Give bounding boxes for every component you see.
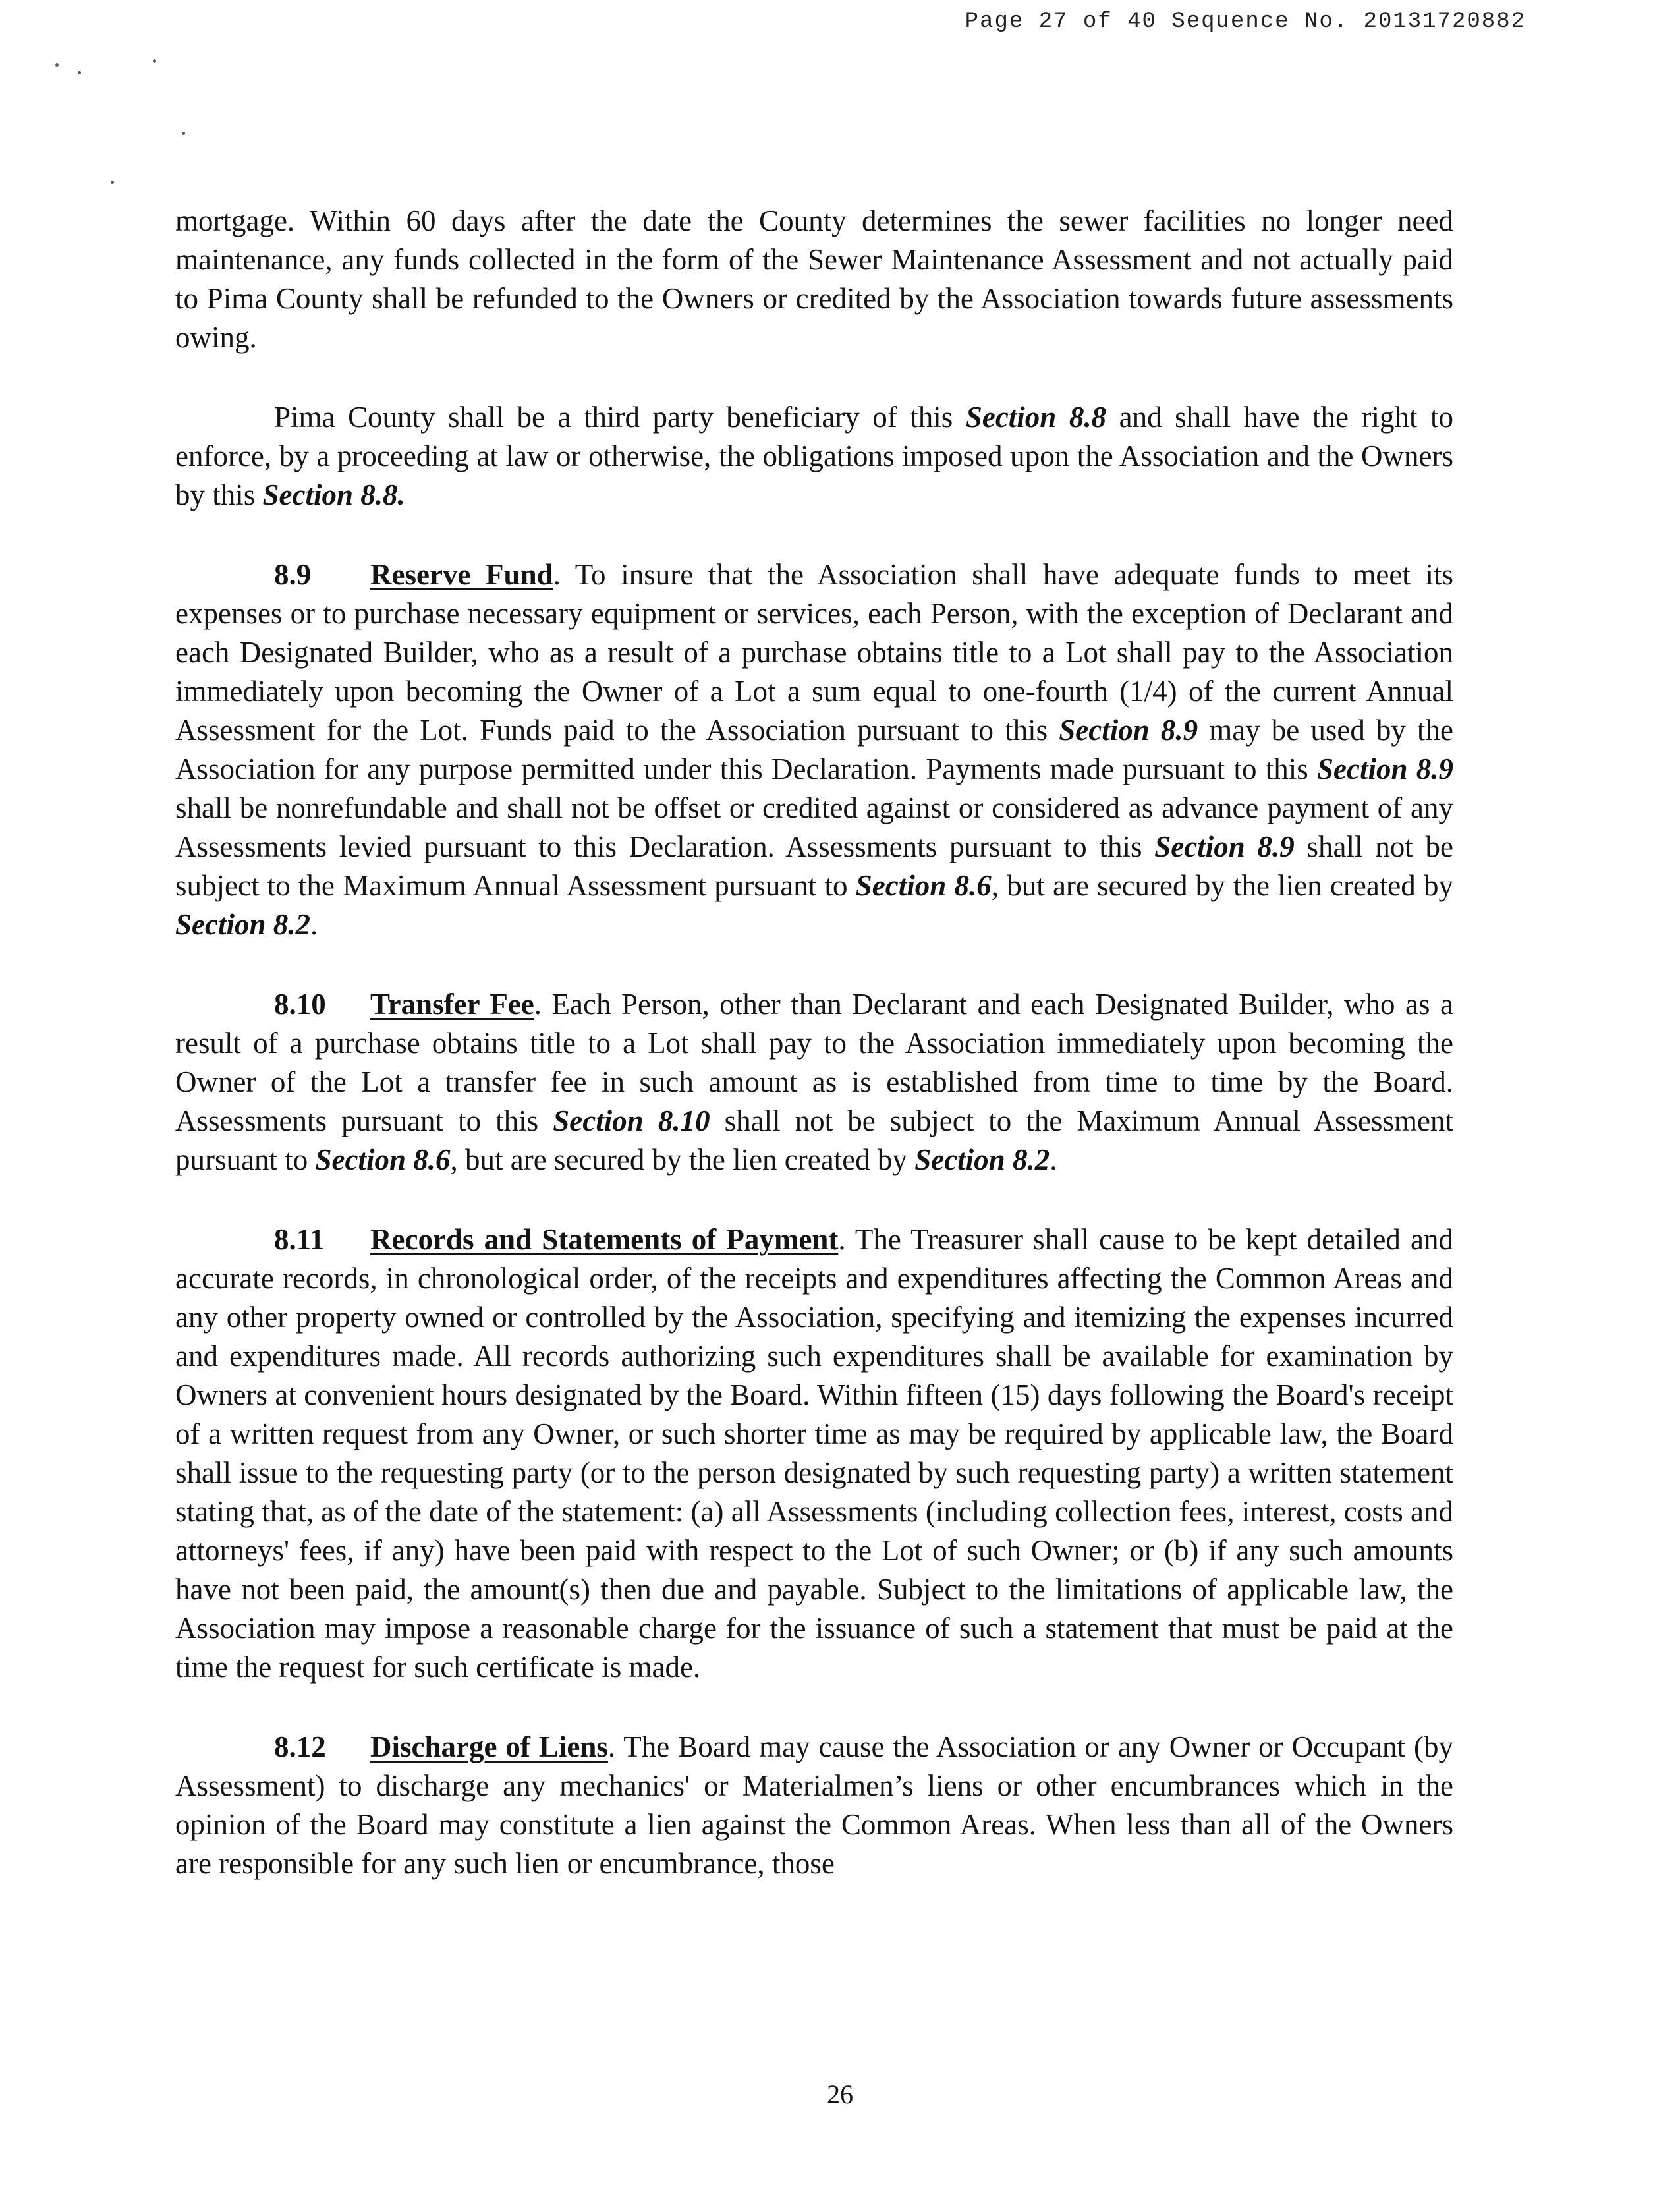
- document-body: [175, 202, 1453, 1883]
- section-reference: Section 8.2: [175, 908, 311, 941]
- scan-speck: [153, 59, 156, 63]
- text-run: . To insure that the Association shall have adequate funds to meet its expenses or to purchase necessary equipment or services, each Person, with the exception of Declarant and each Designated Builder, who as a result of a purchase obtains title to a Lot shall pay to the Association immediately upon becoming the Owner of a Lot a sum equal to one-fourth (1/4) of the current Annual Assessment for the Lot. Funds paid to the Association pursuant to this: [175, 558, 1453, 747]
- text-run: shall not be subject to the Maximum Annual Assessment pursuant to: [175, 830, 1453, 902]
- section-8-9-reserve-fund: [175, 555, 1453, 944]
- section-heading: Reserve Fund: [370, 558, 553, 591]
- text-run: mortgage. Within 60 days after the date the County determines the sewer facilities no longer need maintenance, any funds collected in the form of the Sewer Maintenance Assessment and not actually paid to Pima County shall be refunded to the Owners or credited by the Association towards future assessments owing.: [175, 204, 1453, 354]
- section-heading: Discharge of Liens: [370, 1730, 608, 1763]
- section-8-12-discharge-of-liens: [175, 1728, 1453, 1883]
- section-heading: Transfer Fee: [370, 988, 534, 1021]
- text-run: and shall have the right to enforce, by a proceeding at law or otherwise, the obligations imposed upon the Association and the Owners by this: [175, 401, 1453, 511]
- section-8-10-transfer-fee: [175, 985, 1453, 1179]
- section-reference: Section 8.9: [1317, 752, 1453, 785]
- scan-speck: [55, 63, 59, 67]
- section-reference: Section 8.9: [1154, 830, 1295, 863]
- text-run: , but are secured by the lien created by: [991, 869, 1453, 902]
- section-number: 8.12: [274, 1730, 326, 1763]
- text-run: may be used by the Association for any purpose permitted under this Declaration. Payments made pursuant to this: [175, 714, 1453, 785]
- paragraph-pima-county-beneficiary: [175, 398, 1453, 515]
- text-run: . The Treasurer shall cause to be kept detailed and accurate records, in chronological order, of the receipts and expenditures affecting the Common Areas and any other property owned or controlled by the Association, specifying and itemizing the expenses incurred and expenditures made. All records authorizing such expenditures shall be available for examination by Owners at convenient hours designated by the Board. Within fifteen (15) days following the Board's receipt of a written request from any Owner, or such shorter time as may be required by applicable law, the Board shall issue to the requesting party (or to the person designated by such requesting party) a written statement stating that, as of the date of the statement: (a) all Assessments (including collection fees, interest, costs and attorneys' fees, if any) have been paid with respect to the Lot of such Owner; or (b) if any such amounts have not been paid, the amount(s) then due and payable. Subject to the limitations of applicable law, the Association may impose a reasonable charge for the issuance of such a statement that must be paid at the time the request for such certificate is made.: [175, 1223, 1453, 1684]
- section-number: 8.9: [274, 558, 312, 591]
- section-reference: Section 8.2: [914, 1143, 1050, 1176]
- section-number: 8.10: [274, 988, 326, 1021]
- section-reference: Section 8.6: [855, 869, 992, 902]
- text-run: Pima County shall be a third party beneficiary of this: [274, 401, 966, 434]
- text-run: .: [310, 908, 318, 941]
- page-sequence-stamp: Page 27 of 40 Sequence No. 20131720882: [965, 9, 1526, 34]
- text-run: . Each Person, other than Declarant and each Designated Builder, who as a result of a purchase obtains title to a Lot shall pay to the Association immediately upon becoming the Owner of the Lot a transfer fee in such amount as is established from time to time by the Board. Assessments pursuant to this: [175, 988, 1453, 1137]
- text-run: shall be nonrefundable and shall not be offset or credited against or considered as advance payment of any Assessments levied pursuant to this Declaration. Assessments pursuant to this: [175, 791, 1453, 863]
- section-heading: Records and Statements of Payment: [370, 1223, 839, 1256]
- section-reference: Section 8.6: [315, 1143, 451, 1176]
- section-number: 8.11: [274, 1223, 325, 1256]
- text-run: . The Board may cause the Association or any Owner or Occupant (by Assessment) to discharge any mechanics' or Materialmen’s liens or other encumbrances which in the opinion of the Board may constitute a lien against the Common Areas. When less than all of the Owners are responsible for any such lien or encumbrance, those: [175, 1730, 1453, 1880]
- section-reference: Section 8.9: [1059, 714, 1198, 747]
- section-reference: Section 8.8: [965, 401, 1107, 434]
- scan-speck: [182, 132, 185, 135]
- section-reference: Section 8.10: [553, 1104, 710, 1137]
- text-run: , but are secured by the lien created by: [450, 1143, 915, 1176]
- text-run: shall not be subject to the Maximum Annual Assessment pursuant to: [175, 1104, 1454, 1176]
- scan-speck: [111, 181, 114, 184]
- text-run: .: [1050, 1143, 1057, 1176]
- section-8-11-records-and-statements: [175, 1220, 1453, 1687]
- page-number: 26: [827, 2080, 853, 2109]
- section-reference: Section 8.8.: [262, 478, 405, 511]
- paragraph-mortgage-continuation: [175, 202, 1453, 357]
- scan-speck: [78, 71, 81, 74]
